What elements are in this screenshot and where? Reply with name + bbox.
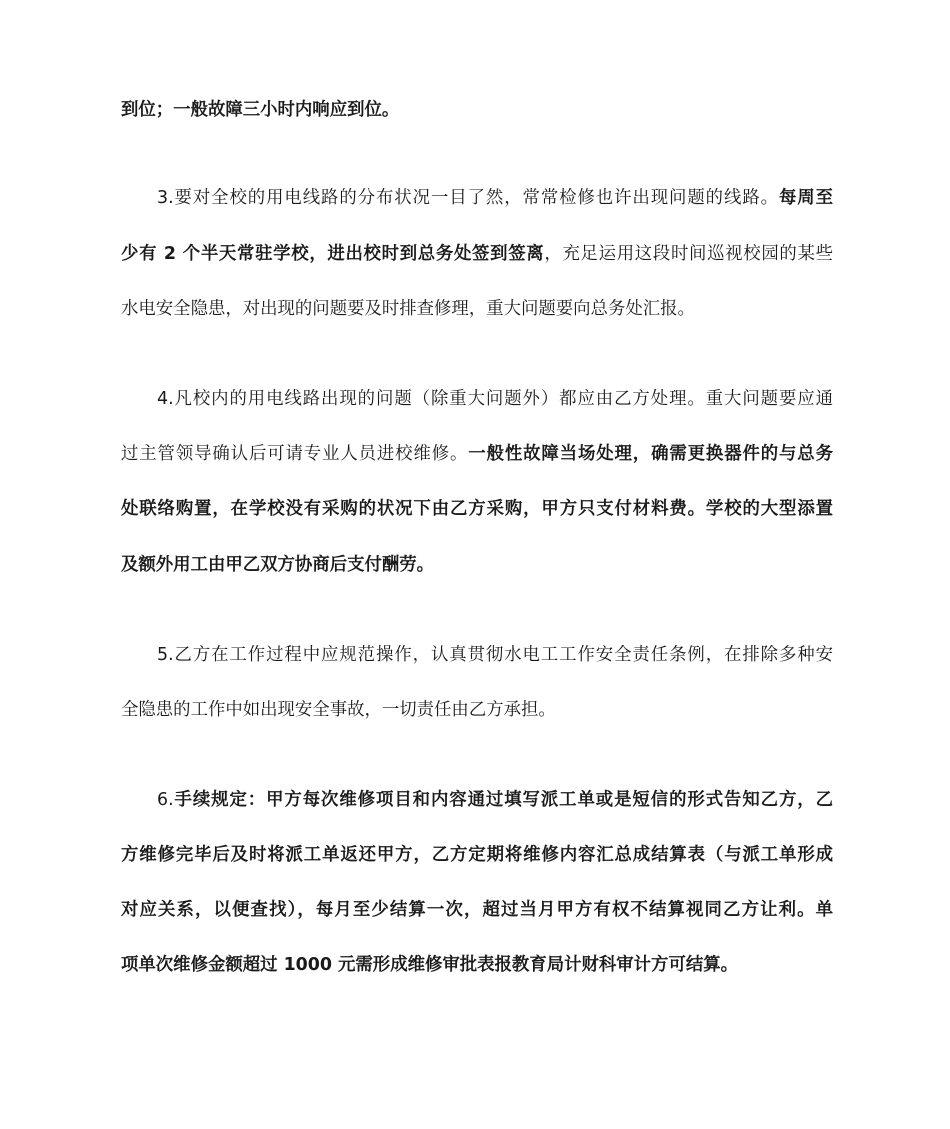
text-line-8 (121, 553, 833, 577)
text-line-11 (157, 788, 833, 812)
text-span: 过主管领导确认后可请专业人员进校维修。 (121, 444, 469, 464)
text-line-1 (121, 98, 833, 122)
text-span: 每周至 (778, 188, 833, 208)
text-line-9 (157, 643, 833, 667)
text-span: 少有 2 个半天常驻学校，进出校时到总务处签到签离 (121, 244, 545, 264)
text-span: 手续规定：甲方每次维修项目和内容通过填写派工单或是短信的形式告知乙方，乙 (173, 790, 833, 810)
text-span: 方维修完毕后及时将派工单返还甲方，乙方定期将维修内容汇总成结算表（与派工单形成 (121, 845, 833, 865)
text-span: 3.要对全校的用电线路的分布状况一目了然，常常检修也许出现问题的线路。 (157, 188, 779, 208)
text-line-7 (121, 497, 833, 521)
text-span: 到位；一般故障三小时内响应到位。 (121, 100, 400, 120)
text-line-12 (121, 843, 833, 867)
text-line-3 (121, 242, 833, 266)
text-span: 4.凡校内的用电线路出现的问题（除重大问题外）都应由乙方处理。重大问题要应通 (157, 389, 833, 409)
text-span: 6. (157, 790, 174, 810)
text-span: 一般性故障当场处理，确需更换器件的与总务 (468, 444, 833, 464)
text-span: 项单次维修金额超过 1000 元需形成维修审批表报教育局计财科审计方可结算。 (121, 955, 739, 975)
text-line-14 (121, 953, 833, 977)
text-span: 水电安全隐患，对出现的问题要及时排查修理，重大问题要向总务处汇报。 (121, 299, 695, 319)
text-line-2 (157, 186, 833, 210)
text-span: 全隐患的工作中如出现安全事故，一切责任由乙方承担。 (121, 700, 556, 720)
text-span: 对应关系，以便查找），每月至少结算一次，超过当月甲方有权不结算视同乙方让利。单 (121, 900, 833, 920)
text-span: 处联络购置，在学校没有采购的状况下由乙方采购，甲方只支付材料费。学校的大型添置 (121, 499, 833, 519)
text-line-6 (121, 442, 833, 466)
text-span: ，充足运用这段时间巡视校园的某些 (544, 244, 833, 264)
text-line-13 (121, 898, 833, 922)
text-span: 5.乙方在工作过程中应规范操作，认真贯彻水电工工作安全责任条例，在排除多种安 (157, 645, 833, 665)
text-line-4 (121, 297, 833, 321)
text-span: 及额外用工由甲乙双方协商后支付酬劳。 (121, 555, 435, 575)
text-line-5 (157, 387, 833, 411)
text-line-10 (121, 698, 833, 722)
